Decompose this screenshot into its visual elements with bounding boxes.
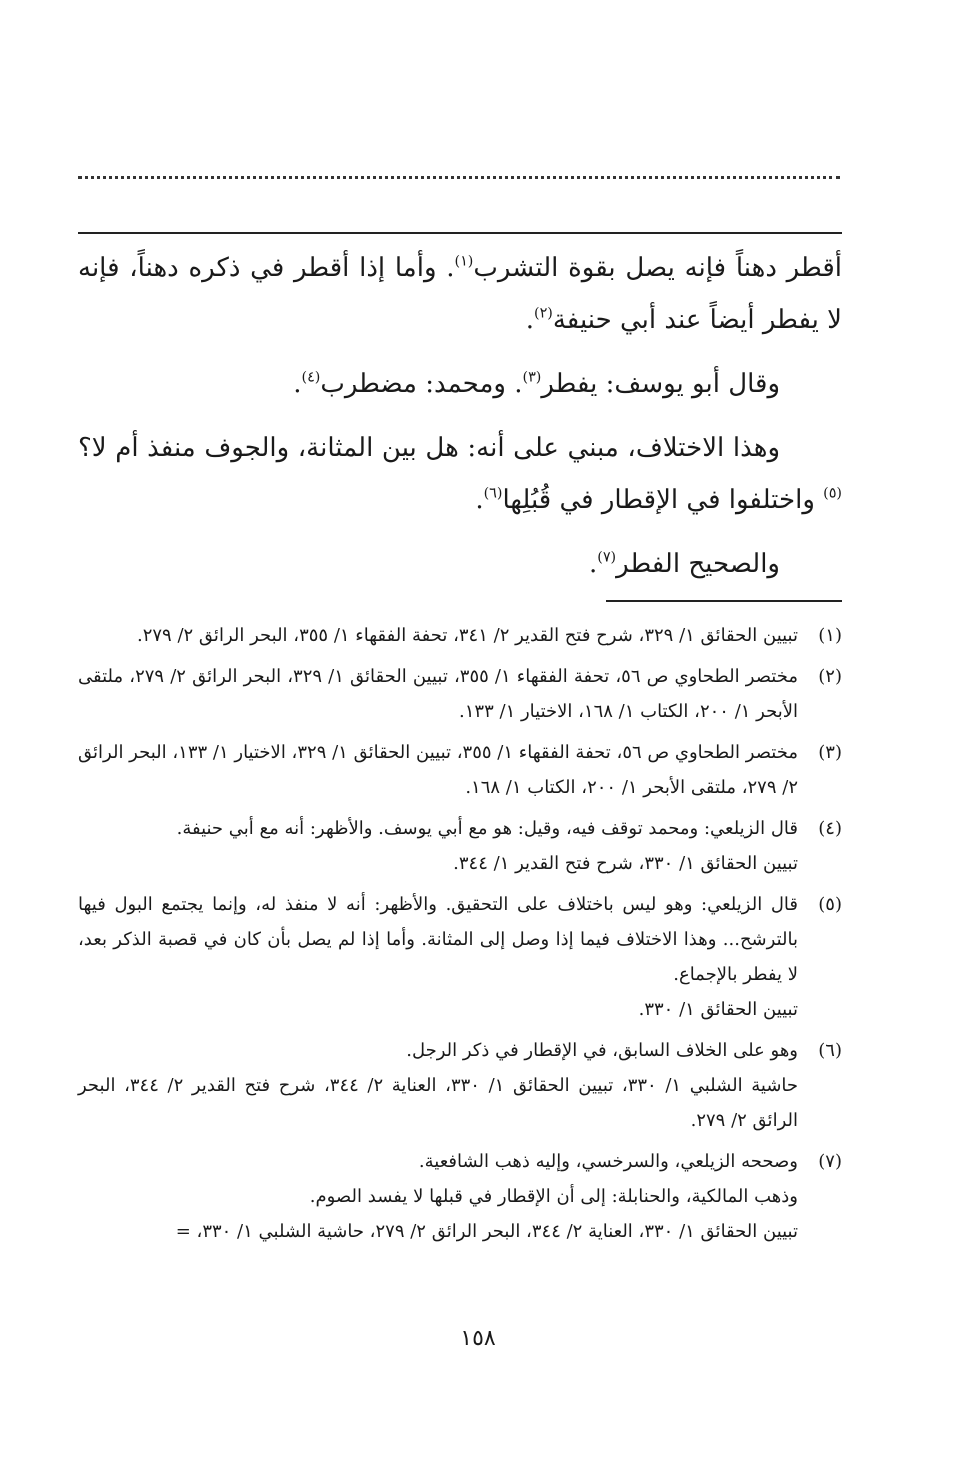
footnote-number: (٦) — [818, 1040, 842, 1061]
footnote-line: قال الزيلعي: وهو ليس باختلاف على التحقيق. والأظهر: أنه لا منفذ له، وإنما يجتمع البول فيها بالترشح... وهذا الاختلاف فيما إذا وصل إلى المثانة. وأما إذا لم يصل بأن كان في قصبة الذكر بعد، لا يفطر بالإجماع. — [78, 894, 799, 985]
footnotes — [78, 618, 842, 1255]
footnote-line: حاشية الشلبي ١/ ٣٣٠، تبيين الحقائق ١/ ٣٣٠، العناية ٢/ ٣٤٤، شرح فتح القدير ٢/ ٣٤٤، البحر الرائق ٢/ ٢٧٩. — [78, 1075, 799, 1131]
footnote — [78, 659, 842, 729]
footnote-line: مختصر الطحاوي ص ٥٦، تحفة الفقهاء ١/ ٣٥٥، تبيين الحقائق ١/ ٣٢٩، الاختيار ١/ ١٣٣، البحر الرائق ٢/ ٢٧٩، ملتقى الأبحر ١/ ٢٠٠، الكتاب ١/ ١٦٨. — [78, 742, 798, 798]
footnote-line: وهو على الخلاف السابق، في الإقطار في ذكر الرجل. — [406, 1040, 798, 1061]
footnote-rule — [606, 600, 842, 602]
footnote — [78, 1144, 842, 1249]
page-number: ١٥٨ — [460, 1326, 496, 1351]
footnote-number: (٣) — [818, 742, 842, 763]
footnote-line: وصححه الزيلعي، والسرخسي، وإليه ذهب الشافعية. — [418, 1151, 798, 1172]
footnote-line: تبيين الحقائق ١/ ٣٢٩، شرح فتح القدير ٢/ ٣٤١، تحفة الفقهاء ١/ ٣٥٥، البحر الرائق ٢/ ٢٧٩. — [136, 625, 798, 646]
footnote — [78, 735, 842, 805]
footnote-line: وذهب المالكية، والحنابلة: إلى أن الإقطار في قبلها لا يفسد الصوم. — [309, 1186, 798, 1207]
paragraph-2: وقال أبو يوسف: يفطر$^{(٣)}$. ومحمد: مضطرب$^{(٤)}$. — [293, 369, 780, 399]
footnote-number: (١) — [818, 625, 842, 646]
footnote — [78, 1033, 842, 1138]
footnote-ref-4[interactable]: (٤) — [301, 369, 321, 386]
footnote — [78, 811, 842, 881]
footnote-line: تبيين الحقائق ١/ ٣٣٠. — [638, 999, 798, 1020]
footnote-ref-7[interactable]: (٧) — [597, 549, 617, 566]
paragraph-1: أقطر دهناً فإنه يصل بقوة التشرب$^{(١)}$. وأما إذا أقطر في ذكره دهناً، فإنه لا يفطر أيضاً عند أبي حنيفة$^{(٢)}$. — [78, 253, 842, 335]
footnote-line: تبيين الحقائق ١/ ٣٣٠، العناية ٢/ ٣٤٤، البحر الرائق ٢/ ٢٧٩، حاشية الشلبي ١/ ٣٣٠، = — [175, 1221, 798, 1242]
footnote — [78, 618, 842, 653]
footnote-line: قال الزيلعي: ومحمد توقف فيه، وقيل: هو مع أبي يوسف. والأظهر: أنه مع أبي حنيفة. — [176, 818, 798, 839]
footnote-ref-1[interactable]: (١) — [454, 253, 474, 270]
footnote-ref-5[interactable]: (٥) — [823, 485, 842, 502]
footnote-line: تبيين الحقائق ١/ ٣٣٠، شرح فتح القدير ١/ ٣٤٤. — [453, 853, 798, 874]
footnote-line: مختصر الطحاوي ص ٥٦، تحفة الفقهاء ١/ ٣٥٥، تبيين الحقائق ١/ ٣٢٩، البحر الرائق ٢/ ٢٧٩، ملتقى الأبحر ١/ ٢٠٠، الكتاب ١/ ١٦٨، الاختيار ١/ ١٣٣. — [78, 666, 798, 722]
paragraph-4: والصحيح الفطر$^{(٧)}$. — [588, 549, 780, 579]
footnote — [78, 887, 842, 1027]
paragraph-3: وهذا الاختلاف، مبني على أنه: هل بين المثانة، والجوف منفذ أم لا؟$^{(٥)}$ واختلفوا في الإقطار في قُبُلِها$^{(٦)}$. — [78, 433, 842, 515]
footnote-ref-2[interactable]: (٢) — [534, 305, 553, 322]
main-text — [78, 242, 842, 590]
footnote-number: (٥) — [818, 894, 842, 915]
footnote-number: (٧) — [818, 1151, 842, 1172]
footnote-number: (٤) — [818, 818, 842, 839]
footnote-number: (٢) — [818, 666, 842, 687]
footnote-ref-6[interactable]: (٦) — [483, 485, 503, 502]
footnote-ref-3[interactable]: (٣) — [522, 369, 542, 386]
dotted-separator — [78, 176, 840, 179]
top-rule — [78, 232, 842, 234]
